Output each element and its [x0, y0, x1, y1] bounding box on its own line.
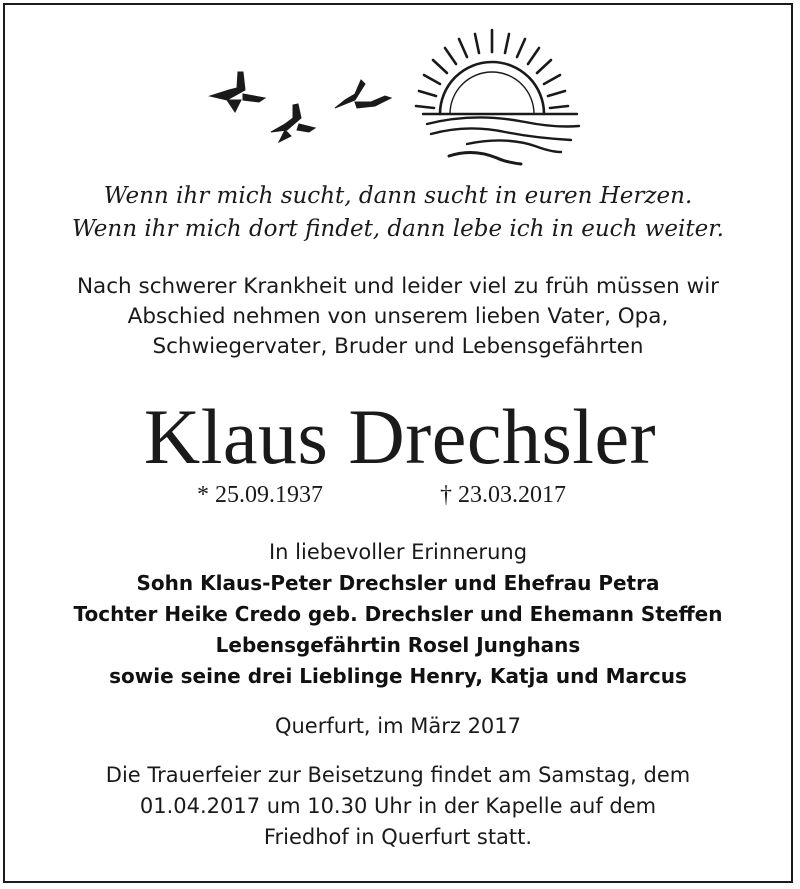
- family-member: sowie seine drei Lieblinge Henry, Katja und Marcus: [109, 664, 687, 688]
- deceased-name: Klaus Drechsler: [143, 393, 657, 480]
- motto-line: Wenn ihr mich dort findet, dann lebe ich in euch weiter.: [72, 216, 724, 242]
- funeral-line: Friedhof in Querfurt statt.: [263, 825, 533, 849]
- memory-heading: In liebevoller Erinnerung: [268, 540, 528, 564]
- funeral-notice: [0, 760, 796, 853]
- flying-bird-icon: [271, 104, 315, 142]
- family-list: [0, 568, 796, 692]
- funeral-line: Die Trauerfeier zur Beisetzung findet am Samstag, dem: [105, 763, 691, 787]
- family-member: Sohn Klaus-Peter Drechsler und Ehefrau Petra: [136, 571, 660, 595]
- flying-bird-icon: [210, 72, 265, 112]
- memorial-motto: [0, 180, 796, 246]
- intro-line: Schwiegervater, Bruder und Lebensgefährten: [152, 334, 644, 359]
- family-member: Tochter Heike Credo geb. Drechsler und Ehemann Steffen: [73, 602, 723, 626]
- intro-line: Nach schwerer Krankheit und leider viel zu früh müssen wir: [76, 274, 720, 299]
- sun-icon: [416, 30, 568, 114]
- motto-line: Wenn ihr mich sucht, dann sucht in euren Herzen.: [103, 183, 693, 209]
- birds-sunset-emblem: [205, 28, 595, 170]
- place-and-date: Querfurt, im März 2017: [274, 714, 522, 738]
- intro-line: Abschied nehmen von unserem lieben Vater, Opa,: [127, 304, 669, 329]
- life-dates: [0, 479, 800, 511]
- hills-icon: [423, 114, 579, 164]
- birth-date: * 25.09.1937: [197, 482, 323, 508]
- death-date: † 23.03.2017: [440, 482, 566, 508]
- family-member: Lebensgefährtin Rosel Junghans: [215, 633, 581, 657]
- flying-bird-icon: [335, 80, 391, 108]
- intro-text: [0, 272, 796, 362]
- funeral-line: 01.04.2017 um 10.30 Uhr in der Kapelle auf dem: [139, 794, 657, 818]
